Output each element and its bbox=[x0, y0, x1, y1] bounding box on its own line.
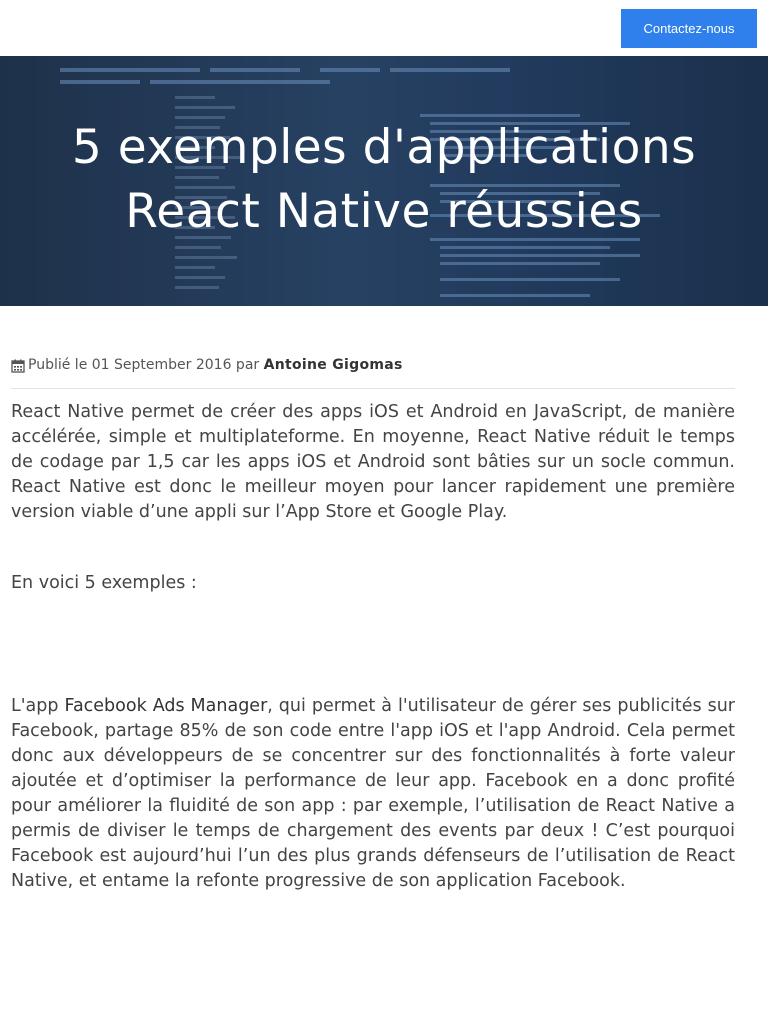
article-paragraph bbox=[11, 694, 735, 894]
top-navbar bbox=[0, 0, 768, 56]
hero-banner bbox=[0, 56, 768, 306]
paragraph-text: L'app bbox=[11, 696, 65, 716]
page-title: 5 exemples d'applications React Native réussies bbox=[71, 120, 697, 239]
article-paragraph: En voici 5 exemples : bbox=[11, 573, 197, 593]
published-date: Publié le 01 September 2016 par bbox=[28, 357, 260, 373]
facebook-ads-manager-link[interactable]: Facebook Ads Manager bbox=[64, 696, 268, 716]
paragraph-text: , qui permet à l'utilisateur de gérer ses publicités sur Facebook, partage 85% de son code entre l'app iOS et l'app Android. Cela permet donc aux développeurs de se concentrer sur des fonctionnalités à forte valeur ajoutée et d’optimiser la performance de leur app. Facebook en a donc profité pour améliorer la fluidité de son app : par exemple, l’utilisation de React Native a permis de diviser le temps de chargement des events par deux ! C’est pourquoi Facebook est aujourd’hui l’un des plus grands défenseurs de l’utilisation de React Native, et entame la refonte progressive de son application Facebook. bbox=[11, 696, 735, 891]
calendar-icon bbox=[11, 359, 25, 373]
contact-button[interactable]: Contactez-nous bbox=[621, 9, 757, 48]
article-paragraph: React Native permet de créer des apps iOS et Android en JavaScript, de manière accélérée, simple et multiplateforme. En moyenne, React Native réduit le temps de codage par 1,5 car les apps iOS et Android sont bâties sur un socle commun. React Native est donc le meilleur moyen pour lancer rapidement une première version viable d’une appli sur l’App Store et Google Play. bbox=[11, 402, 735, 522]
post-meta bbox=[11, 357, 735, 389]
author-name[interactable]: Antoine Gigomas bbox=[263, 357, 403, 373]
